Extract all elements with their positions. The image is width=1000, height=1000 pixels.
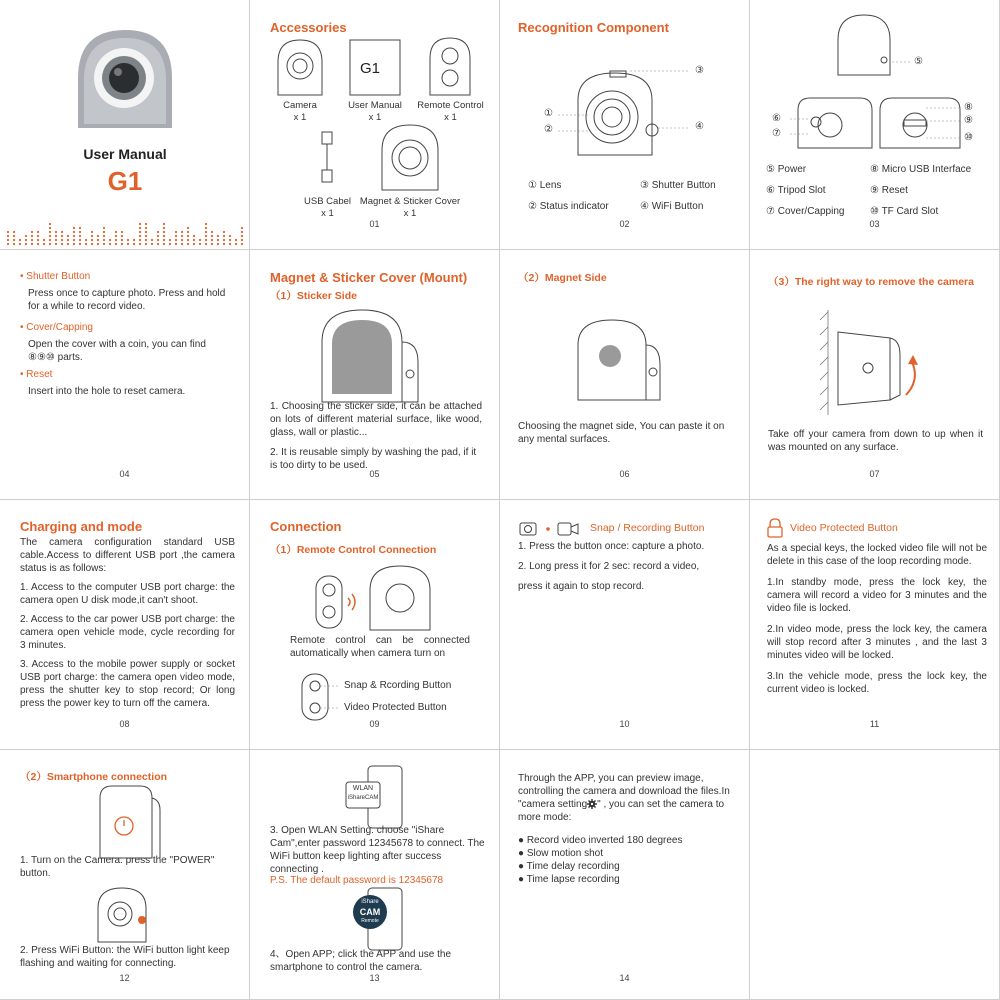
panel-accessories <box>250 0 500 250</box>
remove-text: Take off your camera from down to up when it was mounted on any surface. <box>768 429 983 453</box>
page-number: 13 <box>369 973 380 983</box>
remove-sub: （3）The right way to remove the camera <box>768 276 974 288</box>
magnet-sub: （2）Magnet Side <box>518 272 607 284</box>
charging-item-3: 3. Access to the mobile power supply or socket USB port charge: the camera open video mode, press the shutter key to stop record; Or long press the power key to turn off the camera. <box>20 659 235 709</box>
app-feature-list <box>518 834 733 886</box>
legend-power: ⑤ Power <box>766 164 807 175</box>
camera-front-diagram <box>500 55 750 175</box>
shutter-text: Press once to capture photo. Press and hold for a while to record video. <box>28 288 226 312</box>
panel-snap-recording <box>500 500 750 750</box>
lock-icon <box>766 518 784 538</box>
panel-cover <box>0 0 250 250</box>
sticker-sub: （1）Sticker Side <box>270 290 357 302</box>
page-number: 08 <box>119 719 130 729</box>
gear-icon <box>587 799 597 809</box>
list-item: ● Time lapse recording <box>518 874 620 885</box>
page-number: 10 <box>619 719 630 729</box>
legend-reset: ⑨ Reset <box>870 185 908 196</box>
wlan-label: WLAN <box>352 785 374 792</box>
legend-wifi: ④ WiFi Button <box>640 201 704 212</box>
legend-shutter: ③ Shutter Button <box>640 180 716 191</box>
page-number: 07 <box>869 469 880 479</box>
wlan-p1: 3. Open WLAN Setting: choose "iShare Cam",enter password 12345678 to connect. The WiFi button keep lighting after success connecting . <box>270 825 485 875</box>
callout-1: ① <box>544 108 553 119</box>
smartphone-sub: （2）Smartphone connection <box>20 771 168 783</box>
app-p2: 4、Open APP; click the APP and use the smartphone to control the camera. <box>270 949 452 973</box>
panel-connection <box>250 500 500 750</box>
sticker-cover-illustration <box>250 302 500 412</box>
shutter-title: • Shutter Button <box>20 271 91 282</box>
callout-9: ⑨ <box>964 115 973 126</box>
accessories-heading: Accessories <box>270 20 347 35</box>
reset-title: • Reset <box>20 369 53 380</box>
sticker-p2: 2. It is reusable simply by washing the pad, if it is too dirty to be used. <box>270 447 477 471</box>
panel-charging <box>0 500 250 750</box>
app-icon-top: iShare <box>361 899 379 905</box>
remote-camera-illustration <box>250 558 500 638</box>
remote-text: Remote control can be connected automatically when camera turn on <box>290 635 470 659</box>
legend-tf: ⑩ TF Card Slot <box>870 206 939 217</box>
label-snap-recording: Snap & Rcording Button <box>344 680 452 691</box>
callout-7: ⑦ <box>772 128 781 139</box>
panel-parts <box>750 0 1000 250</box>
page-number: 09 <box>369 719 380 729</box>
app-intro: Through the APP, you can preview image, controlling the camera and download the files.In "camera setting " , you can set the camera to more mode: <box>518 773 730 823</box>
snap-item-2: 2. Long press it for 2 sec: record a video, <box>518 561 700 572</box>
legend-lens: ① Lens <box>528 180 562 191</box>
panel-buttons-info <box>0 250 250 500</box>
page-number: 01 <box>369 219 380 229</box>
snap-item-3: press it again to stop record. <box>518 581 645 592</box>
remote-sub: （1）Remote Control Connection <box>270 544 437 556</box>
page-number: 05 <box>369 469 380 479</box>
item-camera: Camera x 1 <box>283 100 317 123</box>
cover-title: • Cover/Capping <box>20 322 93 333</box>
charging-heading: Charging and mode <box>20 519 143 534</box>
item-magnet-cover: Magnet & Sticker Cover x 1 <box>359 196 461 219</box>
page-number: 14 <box>619 973 630 983</box>
panel-recognition <box>500 0 750 250</box>
list-item: ● Time delay recording <box>518 861 620 872</box>
smartphone-p1: 1. Turn on the Camera: press the "POWER" button. <box>20 855 215 879</box>
protected-item-1: 1.In standby mode, press the lock key, the camera will record a video for 3 minutes and the video file is locked. <box>767 577 987 614</box>
legend-tripod: ⑥ Tripod Slot <box>766 185 826 196</box>
cover-model: G1 <box>107 166 143 196</box>
page-number: 04 <box>119 469 130 479</box>
camera-illustration <box>0 0 250 140</box>
protected-heading: Video Protected Button <box>790 522 898 534</box>
page-number: 12 <box>119 973 130 983</box>
panel-video-protected <box>750 500 1000 750</box>
wlan-note: P.S. The default password is 12345678 <box>270 875 444 886</box>
app-icon-name: CAM <box>359 907 381 917</box>
cover-title: User Manual <box>83 146 167 162</box>
mount-heading: Magnet & Sticker Cover (Mount) <box>270 270 468 285</box>
snap-heading: Snap / Recording Button <box>590 522 705 534</box>
app-icon-bottom: Remote <box>361 918 379 924</box>
magnet-text: Choosing the magnet side, You can paste it on any mental surfaces. <box>518 421 725 445</box>
protected-item-2: 2.In video mode, press the lock key, the camera will stop record after 3 minutes , and the last 3 minutes video will be locked. <box>767 624 987 661</box>
page-number: 03 <box>869 219 880 229</box>
protected-item-3: 3.In the vehicle mode, press the lock key, the current video is locked. <box>767 671 987 695</box>
snap-item-1: 1. Press the button once: capture a photo. <box>518 541 705 552</box>
panel-smartphone <box>0 750 250 1000</box>
manual-cover-label: G1 <box>360 60 381 77</box>
list-item: ● Slow motion shot <box>518 848 603 859</box>
page-number: 11 <box>869 719 880 729</box>
wlan-network-name: iShareCAM <box>347 795 379 801</box>
callout-6: ⑥ <box>772 113 781 124</box>
charging-intro: The camera configuration standard USB cable.Access to different USB port ,the camera status is as follows: <box>20 537 235 574</box>
panel-remove-camera <box>750 250 1000 500</box>
legend-status: ② Status indicator <box>528 201 609 212</box>
panel-wlan-app <box>250 750 500 1000</box>
callout-2: ② <box>544 124 553 135</box>
cover-text: Open the cover with a coin, you can find ⑧⑨⑩ parts. <box>28 339 206 363</box>
reset-text: Insert into the hole to reset camera. <box>28 386 186 397</box>
callout-8: ⑧ <box>964 102 973 113</box>
callout-3: ③ <box>695 65 704 76</box>
remove-camera-illustration <box>750 300 1000 420</box>
charging-item-2: 2. Access to the car power USB port charge: the camera open vehicle mode, cycle recording for 3 minutes. <box>20 614 235 651</box>
connection-heading: Connection <box>270 519 342 534</box>
panel-app-features <box>500 750 750 1000</box>
protected-intro: As a special keys, the locked video file will not be delete in this case of the loop recording mode. <box>767 543 987 567</box>
item-remote-control: Remote Control x 1 <box>417 100 484 123</box>
label-video-protected: Video Protected Button <box>344 702 447 713</box>
power-camera-illustration <box>0 780 250 860</box>
decorative-dot-bars <box>0 210 250 250</box>
item-user-manual: User Manual x 1 <box>348 100 402 123</box>
charging-item-1: 1. Access to the computer USB port charge: the camera open U disk mode,it can't shoot. <box>20 582 235 606</box>
sticker-p1: 1. Choosing the sticker side, it can be attached on lots of different material surface, like wood, glass, wall or plastic... <box>270 401 482 438</box>
legend-cover: ⑦ Cover/Capping <box>766 206 845 217</box>
panel-blank <box>750 750 1000 1000</box>
legend-usb: ⑧ Micro USB Interface <box>870 164 972 175</box>
panel-magnet-side <box>500 250 750 500</box>
list-item: ● Record video inverted 180 degrees <box>518 835 683 846</box>
page-number: 06 <box>619 469 630 479</box>
panel-sticker-side <box>250 250 500 500</box>
item-usb-cable: USB Cabel x 1 <box>304 196 351 219</box>
magnet-cover-illustration <box>500 310 750 420</box>
wifi-camera-illustration <box>0 880 250 950</box>
recognition-heading: Recognition Component <box>518 20 669 35</box>
callout-5: ⑤ <box>914 56 923 67</box>
page-number: 02 <box>619 219 630 229</box>
callout-10: ⑩ <box>964 132 973 143</box>
callout-4: ④ <box>695 121 704 132</box>
camera-back-diagrams <box>750 0 1000 160</box>
smartphone-p2: 2. Press WiFi Button: the WiFi button light keep flashing and waiting for connecting. <box>20 945 230 969</box>
